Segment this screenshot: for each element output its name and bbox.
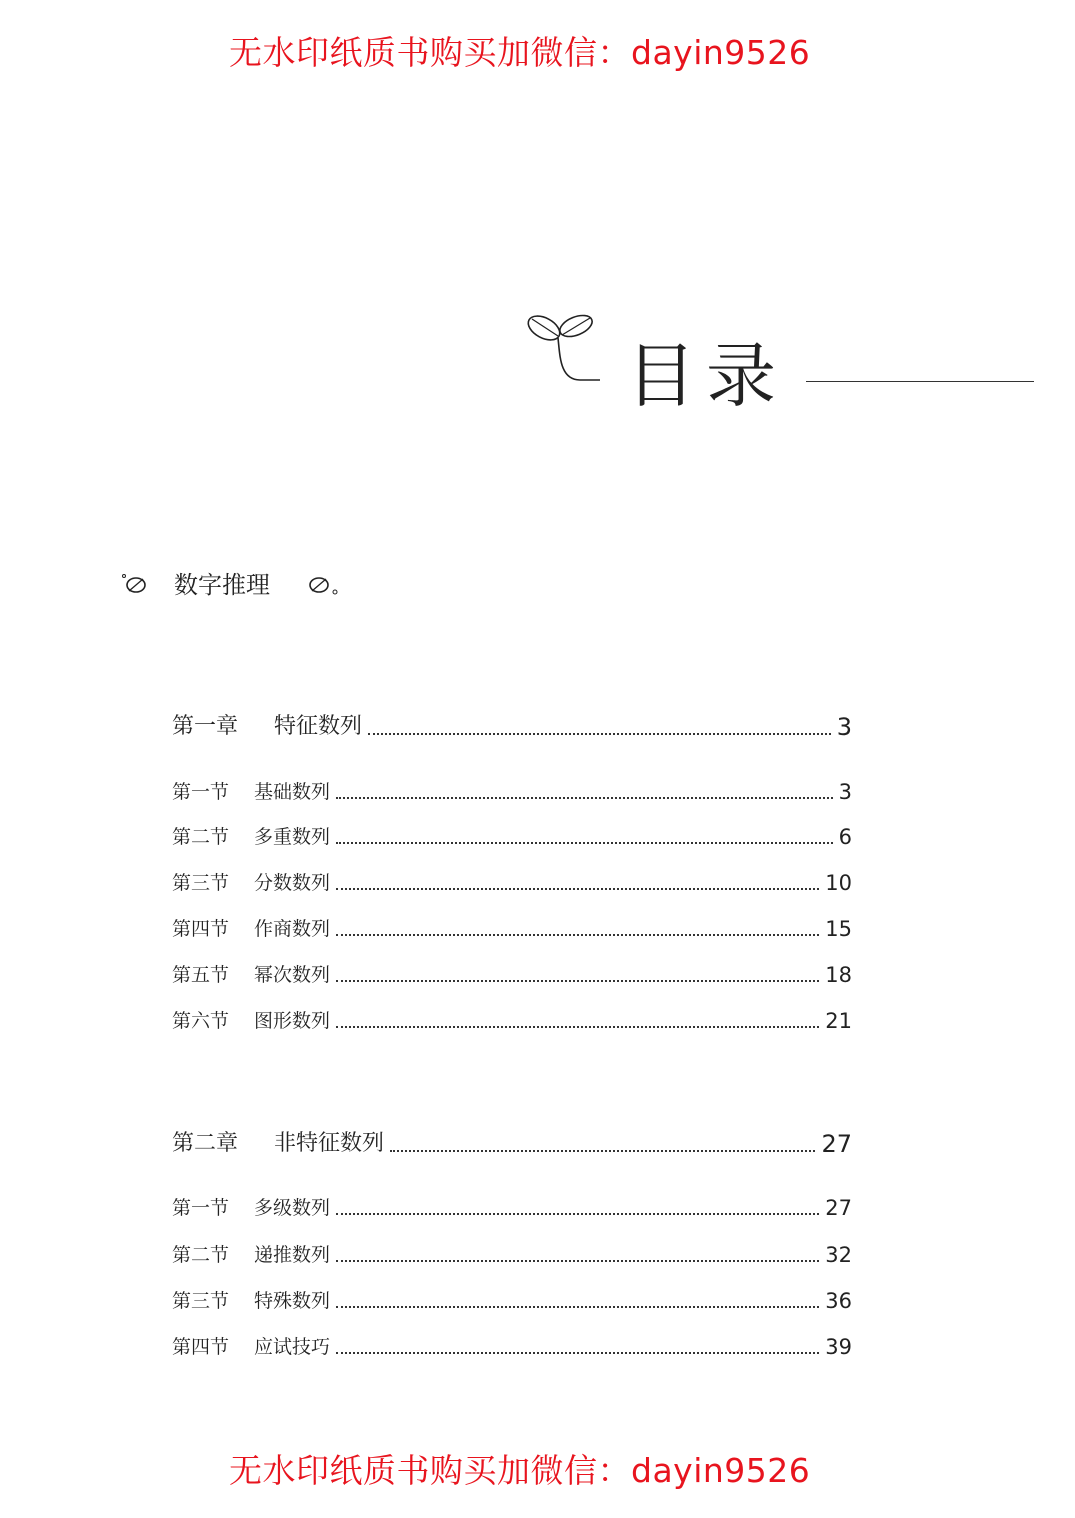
dot-leader: [336, 842, 833, 844]
dot-leader: [336, 1260, 819, 1262]
section-number: 第三节: [172, 1290, 230, 1312]
page-number: 3: [836, 713, 852, 741]
section-title: 多重数列: [254, 826, 331, 848]
leaf-icon: [306, 571, 342, 597]
section-title: 特殊数列: [254, 1290, 331, 1312]
dot-leader: [368, 733, 831, 735]
chapter-title: 非特征数列: [274, 1131, 385, 1156]
page-number: 21: [825, 1009, 852, 1033]
section-title: 递推数列: [254, 1244, 331, 1266]
toc-section-row[interactable]: [172, 865, 852, 897]
watermark-top: 无水印纸质书购买加微信：dayin9526: [229, 33, 811, 72]
section-number: 第五节: [172, 964, 230, 986]
chapter-title: 特征数列: [274, 714, 363, 739]
page-number: 15: [825, 917, 852, 941]
toc-chapter-row[interactable]: [172, 1127, 852, 1159]
section-number: 第二节: [172, 1244, 230, 1266]
toc-heading: [520, 306, 1040, 426]
section-title: 幂次数列: [254, 964, 331, 986]
page-number: 39: [825, 1335, 852, 1359]
dot-leader: [336, 1306, 819, 1308]
section-title: 作商数列: [254, 918, 331, 940]
page-number: 27: [825, 1196, 852, 1220]
page-number: 10: [825, 871, 852, 895]
page-title: 目录: [626, 335, 786, 417]
section-title: 多级数列: [254, 1197, 331, 1219]
section-number: 第四节: [172, 1336, 230, 1358]
dot-leader: [336, 1026, 819, 1028]
dot-leader: [336, 1213, 819, 1215]
dot-leader: [390, 1150, 815, 1152]
section-title: 图形数列: [254, 1010, 331, 1032]
section-title: 应试技巧: [254, 1336, 331, 1358]
dot-leader: [336, 980, 819, 982]
section-number: 第四节: [172, 918, 230, 940]
toc-section-row[interactable]: [172, 1190, 852, 1222]
section-number: 第二节: [172, 826, 230, 848]
chapter-number: 第二章: [172, 1131, 239, 1156]
part-title: 数字推理: [174, 571, 270, 599]
section-number: 第六节: [172, 1010, 230, 1032]
dot-leader: [336, 797, 833, 799]
chapter-number: 第一章: [172, 714, 239, 739]
toc-section-row[interactable]: [172, 1283, 852, 1315]
dot-leader: [336, 934, 819, 936]
watermark-bottom: 无水印纸质书购买加微信：dayin9526: [229, 1451, 811, 1490]
sprout-icon: [520, 306, 610, 386]
page-number: 18: [825, 963, 852, 987]
toc-section-row[interactable]: [172, 1329, 852, 1361]
page-number: 6: [838, 825, 852, 849]
section-number: 第一节: [172, 1197, 230, 1219]
dot-leader: [336, 1352, 819, 1354]
toc-section-row[interactable]: [172, 911, 852, 943]
dot-leader: [336, 888, 819, 890]
page-number: 32: [825, 1243, 852, 1267]
section-number: 第一节: [172, 781, 230, 803]
toc-section-row[interactable]: [172, 774, 852, 806]
title-rule: [806, 381, 1034, 382]
toc-chapter-row[interactable]: [172, 710, 852, 742]
toc-section-row[interactable]: [172, 1237, 852, 1269]
section-title: 分数数列: [254, 872, 331, 894]
toc-section-row[interactable]: [172, 819, 852, 851]
section-number: 第三节: [172, 872, 230, 894]
toc-section-row[interactable]: [172, 1003, 852, 1035]
section-title: 基础数列: [254, 781, 331, 803]
page-number: 27: [821, 1130, 852, 1158]
page-number: 36: [825, 1289, 852, 1313]
page-number: 3: [838, 780, 852, 804]
toc-section-row[interactable]: [172, 957, 852, 989]
leaf-icon: [120, 571, 150, 597]
